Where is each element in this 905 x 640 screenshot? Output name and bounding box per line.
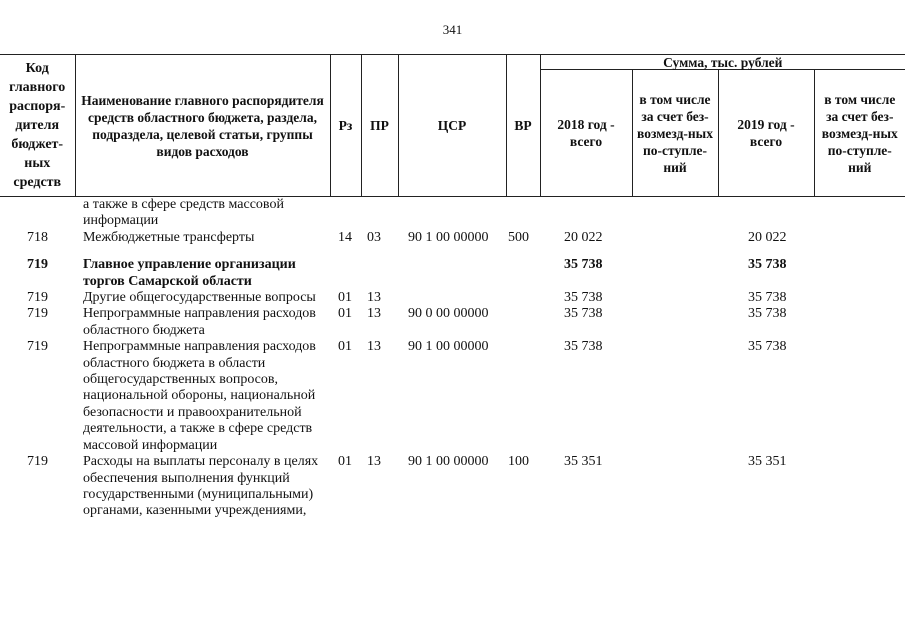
cell-csr: 90 1 00 00000 <box>408 339 489 355</box>
header-csr: ЦСР <box>398 55 506 197</box>
cell-pr: 13 <box>367 306 381 322</box>
table-header <box>0 55 905 197</box>
cell-vr <box>506 306 540 339</box>
cell-csr: 90 0 00 00000 <box>408 306 489 322</box>
table-row <box>0 306 905 339</box>
header-2018-free: в том числе за счет без-возмезд-ных по-ступле-ний <box>632 70 718 197</box>
cell-code: 719 <box>27 290 48 306</box>
cell-vr <box>506 246 540 290</box>
cell-rz: 01 <box>338 454 352 470</box>
page-number: 341 <box>442 22 463 37</box>
cell-2019-free <box>814 290 905 306</box>
cell-csr <box>398 197 506 230</box>
header-rz: Рз <box>330 55 361 197</box>
cell-vr: 500 <box>508 229 529 245</box>
cell-code: 719 <box>27 306 48 322</box>
table-row <box>0 197 905 230</box>
cell-2019-free <box>814 230 905 246</box>
table-row <box>0 454 905 520</box>
header-2018-total: 2018 год - всего <box>540 70 632 197</box>
cell-2019-total: 35 738 <box>748 339 787 355</box>
cell-pr: 13 <box>367 454 381 470</box>
cell-name: Главное управление организации торгов Самарской области <box>83 257 296 289</box>
cell-2019-free <box>814 339 905 454</box>
header-code: Код главного распоря-дителя бюджет-ных средств <box>0 55 75 197</box>
cell-2019-total <box>718 197 814 230</box>
cell-name: а также в сфере средств массовой информации <box>83 197 284 229</box>
cell-pr: 03 <box>367 229 381 245</box>
cell-pr: 13 <box>367 290 381 306</box>
cell-2019-free <box>814 197 905 230</box>
table-row <box>0 230 905 246</box>
header-vr: ВР <box>506 55 540 197</box>
cell-2019-free <box>814 246 905 290</box>
cell-2018-free <box>632 454 718 520</box>
table-row <box>0 246 905 290</box>
cell-name: Расходы на выплаты персоналу в целях обеспечения выполнения функций государственными (муниципальными) органами, казенными учреждениями, <box>83 454 319 519</box>
cell-code <box>0 197 75 230</box>
cell-pr: 13 <box>367 339 381 355</box>
header-sum: Сумма, тыс. рублей <box>540 55 905 70</box>
cell-2019-total: 35 738 <box>748 290 787 306</box>
cell-2018-total <box>540 197 632 230</box>
header-pr: ПР <box>361 55 398 197</box>
cell-csr <box>398 246 506 290</box>
cell-code: 719 <box>27 339 48 355</box>
cell-rz: 01 <box>338 290 352 306</box>
cell-name: Непрограммные направления расходов областного бюджета в области общегосударственных вопросов, национальной обороны, национальной безопасности и правоохранительной деятельности, а также в сфере средств массовой информации <box>83 339 316 453</box>
cell-2019-total: 20 022 <box>748 229 787 245</box>
cell-code: 719 <box>27 257 48 273</box>
cell-2018-free <box>632 230 718 246</box>
cell-2018-free <box>632 197 718 230</box>
cell-rz: 14 <box>338 229 352 245</box>
cell-name: Другие общегосударственные вопросы <box>83 290 316 306</box>
cell-2019-free <box>814 306 905 339</box>
table-row <box>0 290 905 306</box>
cell-vr <box>506 197 540 230</box>
header-2019-total: 2019 год - всего <box>718 70 814 197</box>
cell-name: Межбюджетные трансферты <box>83 229 255 245</box>
cell-2018-free <box>632 246 718 290</box>
header-2019-free: в том числе за счет без-возмезд-ных по-ступле-ний <box>814 70 905 197</box>
cell-2019-total: 35 351 <box>748 454 787 470</box>
cell-2018-free <box>632 339 718 454</box>
header-name: Наименование главного распорядителя средств областного бюджета, раздела, подраздела, целевой статьи, группы видов расходов <box>75 55 330 197</box>
cell-2018-total: 35 738 <box>564 339 603 355</box>
cell-csr: 90 1 00 00000 <box>408 229 489 245</box>
budget-table <box>0 54 905 520</box>
cell-2018-total: 20 022 <box>564 229 603 245</box>
table-body <box>0 197 905 520</box>
cell-rz <box>330 197 361 230</box>
cell-name: Непрограммные направления расходов областного бюджета <box>83 306 316 338</box>
cell-code: 719 <box>27 454 48 470</box>
cell-rz: 01 <box>338 339 352 355</box>
cell-pr <box>361 197 398 230</box>
cell-csr: 90 1 00 00000 <box>408 454 489 470</box>
cell-rz: 01 <box>338 306 352 322</box>
cell-vr <box>506 290 540 306</box>
cell-2018-free <box>632 290 718 306</box>
cell-vr: 100 <box>508 454 529 470</box>
cell-2018-total: 35 351 <box>564 454 603 470</box>
cell-2019-total: 35 738 <box>748 257 787 273</box>
cell-csr <box>398 290 506 306</box>
table-row <box>0 339 905 454</box>
cell-rz <box>330 246 361 290</box>
cell-2018-total: 35 738 <box>564 257 603 273</box>
cell-vr <box>506 339 540 454</box>
cell-2018-total: 35 738 <box>564 306 603 322</box>
cell-pr <box>361 246 398 290</box>
cell-2018-total: 35 738 <box>564 290 603 306</box>
cell-2018-free <box>632 306 718 339</box>
cell-2019-total: 35 738 <box>748 306 787 322</box>
cell-code: 718 <box>27 229 48 245</box>
cell-2019-free <box>814 454 905 520</box>
